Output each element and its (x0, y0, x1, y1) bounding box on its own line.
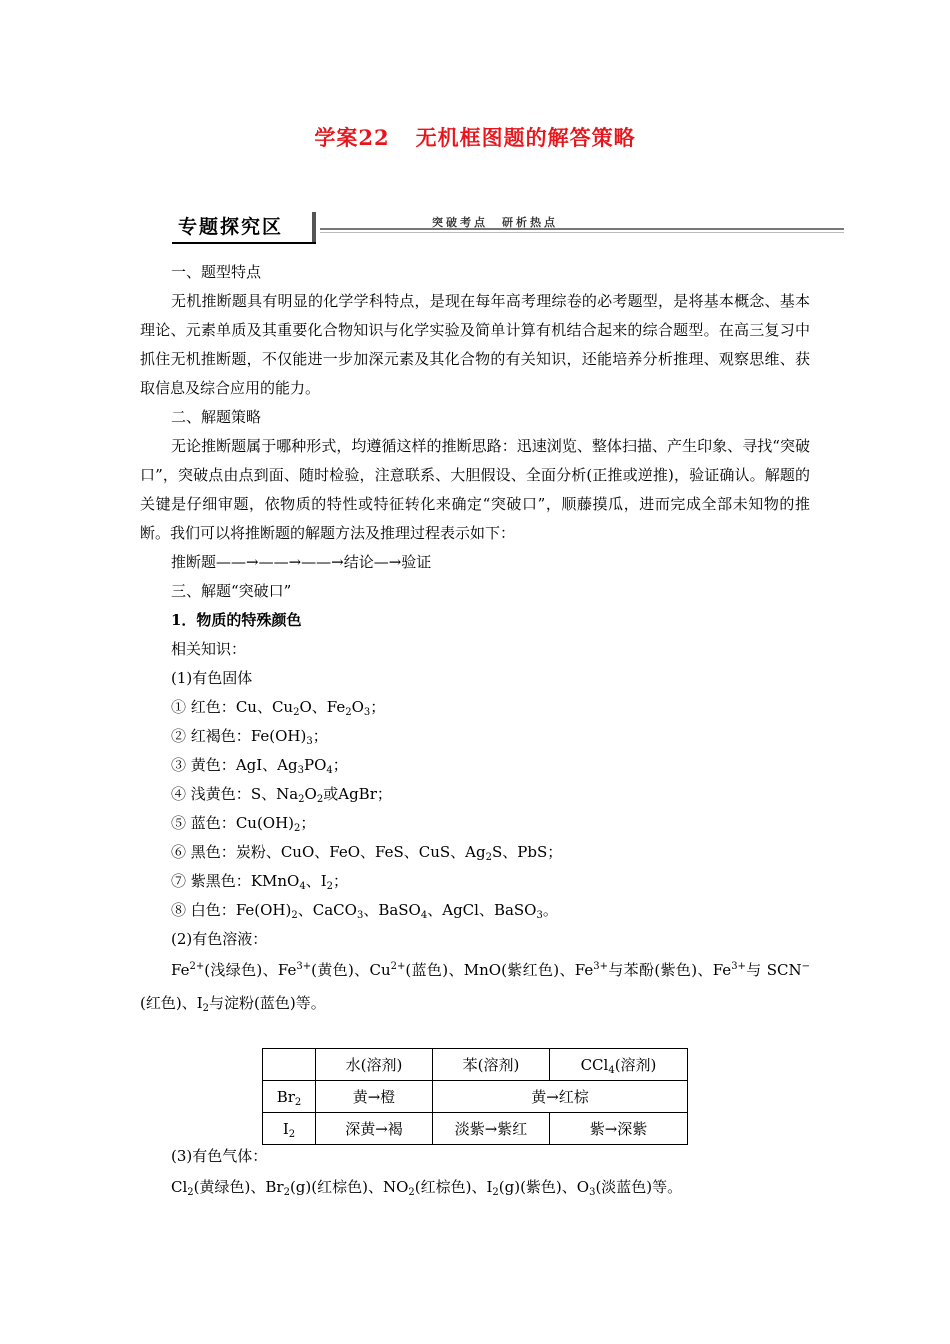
table-cell: 黄→红棕 (433, 1081, 688, 1113)
table-row (263, 1081, 688, 1113)
section-heading-2: 二、解题策略 (171, 408, 262, 426)
colored-solids-heading: (1)有色固体 (171, 669, 253, 687)
table-header-ccl4: CCl$_4$(溶剂) (550, 1049, 688, 1081)
banner-sub-1: 突破考点 (432, 216, 488, 229)
banner-subtitle (432, 214, 558, 230)
table-cell: 淡紫→紫红 (433, 1113, 550, 1145)
table-row (263, 1113, 688, 1145)
banner-sub-2: 研析热点 (502, 216, 558, 229)
solid-line-2: ② 红褐色：$Fe(OH)_3$； (171, 727, 328, 747)
table-row-label-i2: $I_2$ (263, 1113, 316, 1145)
colored-gases-heading: (3)有色气体： (171, 1147, 268, 1165)
table-header-row (263, 1049, 688, 1081)
page-title (0, 122, 950, 152)
banner-rule-thin (320, 232, 844, 233)
colored-solutions-heading: (2)有色溶液： (171, 930, 268, 948)
section-banner (172, 208, 844, 248)
solid-line-7: ⑦ 紫黑色：KMnO$_4$、$I_2$； (171, 872, 349, 892)
solid-line-3: ③ 黄色：AgI、$Ag_3PO_4$； (171, 756, 348, 776)
paragraph-question-type: 无机推断题具有明显的化学学科特点，是现在每年高考理综卷的必考题型，是将基本概念、基本理论、元素单质及其重要化合物知识与化学实验及简单计算有机结合起来的综合题型。在高三复习中抓住无机推断题，不仅能进一步加深元素及其化合物的有关知识，还能培养分析推理、观察思维、获取信息及综合应用的能力。 (140, 292, 810, 397)
after-table-block (140, 1142, 810, 1202)
table-header-benzene: 苯(溶剂) (433, 1049, 550, 1081)
banner-divider (312, 212, 316, 242)
colored-gases-line: $Cl_2$(黄绿色)、$Br_2(g)$(红棕色)、$NO_2$(红棕色)、$I_2(g)$(紫色)、$O_3$(淡蓝色)等。 (171, 1178, 683, 1198)
table-cell: 深黄→褐 (316, 1113, 433, 1145)
solid-line-6: ⑥ 黑色：炭粉、CuO、FeO、FeS、CuS、$Ag_2S$、PbS； (171, 843, 563, 863)
item-heading-colors: 1．物质的特殊颜色 (171, 611, 302, 629)
table-cell: 黄→橙 (316, 1081, 433, 1113)
paragraph-strategy: 无论推断题属于哪种形式，均遵循这样的推断思路：迅速浏览、整体扫描、产生印象、寻找“突破口”，突破点由点到面、随时检验，注意联系、大胆假设、全面分析(正推或逆推)，验证确认。解题的关键是仔细审题，依物质的特性或特征转化来确定“突破口”，顺藤摸瓜，进而完成全部未知物的推断。我们可以将推断题的解题方法及推理过程表示如下： (140, 437, 810, 542)
halogen-color-table (262, 1048, 688, 1145)
section-heading-1: 一、题型特点 (171, 263, 262, 281)
document-body (140, 258, 810, 1020)
title-case-number: 学案22 (314, 125, 390, 150)
banner-label: 专题探究区 (172, 212, 316, 244)
section-heading-3: 三、解题“突破口” (171, 582, 292, 600)
table-cell: 紫→深紫 (550, 1113, 688, 1145)
table-row-label-br2: $Br_2$ (263, 1081, 316, 1113)
solid-line-1: ① 红色：Cu、$Cu_2O$、$Fe_2O_3$； (171, 698, 386, 718)
title-topic: 无机框图题的解答策略 (415, 125, 636, 150)
table-corner-cell (263, 1049, 316, 1081)
solid-line-8: ⑧ 白色：$Fe(OH)_2$、CaCO$_3$、BaSO$_4$、AgCl、BaSO$_3$。 (171, 901, 558, 921)
banner-rule (320, 228, 844, 230)
flow-line: 推断题——→——→——→结论—→验证 (171, 553, 432, 571)
related-knowledge-label: 相关知识： (171, 640, 247, 658)
solid-line-5: ⑤ 蓝色：$Cu(OH)_2$； (171, 814, 316, 834)
colored-solutions-line: $Fe^{2+}$(浅绿色)、$Fe^{3+}$(黄色)、$Cu^{2+}$(蓝色)、MnO(紫红色)、$Fe^{3+}$与苯酚(紫色)、$Fe^{3+}$与 SCN−(红色)、$I_2$与淀粉(蓝色)等。 (140, 961, 810, 1014)
solid-line-4: ④ 浅黄色：S、$Na_2O_2$或AgBr； (171, 785, 392, 805)
table-header-water: 水(溶剂) (316, 1049, 433, 1081)
